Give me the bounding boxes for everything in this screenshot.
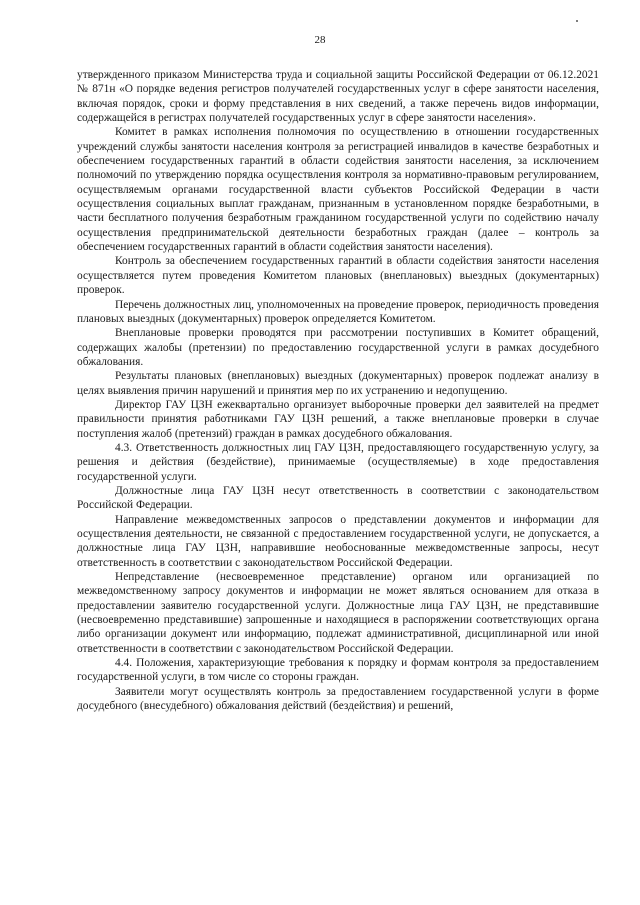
scan-dot-mark [576,20,578,22]
paragraph: Направление межведомственных запросов о представлении документов и информации для осуществления деятельности, не связанной с предоставлением государственной услуги, не допускается, а должностные лица ГАУ ЦЗН, направившие необоснованные межведомственные запросы, несут ответственность в соответствии с законодательством Российской Федерации. [77,513,599,569]
paragraph: Непредставление (несвоевременное представление) органом или организацией по межведомственному запросу документов и информации не может являться основанием для отказа в предоставлении заявителю государственной услуги. Должностные лица ГАУ ЦЗН, не представившие (несвоевременно представившие) запрошенные и находящиеся в распоряжении соответствующих органа либо организации документ или информацию, подлежат административной, дисциплинарной или иной ответственности в соответствии с законодательством Российской Федерации. [77,571,599,655]
paragraph: Внеплановые проверки проводятся при рассмотрении поступивших в Комитет обращений, содержащих жалобы (претензии) по предоставлению государственной услуги в рамках досудебного обжалования. [77,327,599,368]
paragraph: Перечень должностных лиц, уполномоченных на проведение проверок, периодичность проведения плановых выездных (документарных) проверок определяется Комитетом. [77,298,599,325]
page-number: 28 [314,34,326,46]
paragraph: Должностные лица ГАУ ЦЗН несут ответственность в соответствии с законодательством Российской Федерации. [77,484,599,512]
document-body [77,68,599,713]
paragraph: Директор ГАУ ЦЗН ежеквартально организует выборочные проверки дел заявителей на предмет правильности принятия работниками ГАУ ЦЗН решений, а также внеплановые проверки в случае поступления жалоб (претензий) граждан в рамках досудебного обжалования. [77,398,599,440]
paragraph: Результаты плановых (внеплановых) выездных (документарных) проверок подлежат анализу в целях выявления причин нарушений и принятия мер по их устранению и недопущению. [77,370,599,397]
paragraph: Заявители могут осуществлять контроль за предоставлением государственной услуги в форме досудебного (внесудебного) обжалования действий (бездействия) и решений, [77,685,599,713]
paragraph: 4.3. Ответственность должностных лиц ГАУ ЦЗН, предоставляющего государственную услугу, за решения и действия (бездействие), принимаемые (осуществляемые) в ходе предоставления государственной услуги. [77,441,599,483]
paragraph: Контроль за обеспечением государственных гарантий в области содействия занятости населения осуществляется путем проведения Комитетом плановых (внеплановых) выездных (документарных) проверок. [77,255,599,297]
paragraph: 4.4. Положения, характеризующие требования к порядку и формам контроля за предоставлением государственной услуги, в том числе со стороны граждан. [77,657,599,684]
paragraph: Комитет в рамках исполнения полномочия по осуществлению в отношении государственных учреждений службы занятости населения контроля за регистрацией инвалидов в качестве безработных и обеспечением государственных гарантий в области содействия занятости населения, за исключением полномочий по утверждению порядка осуществления контроля за нормативно-правовым регулированием, осуществляемым органами государственной власти субъектов Российской Федерации в части осуществления социальных выплат гражданам, признанным в установленном порядке безработными, в части бесплатного получения безработным гражданином государственной услуги по содействию началу осуществления предпринимательской деятельности безработных граждан (далее – контроль за обеспечением государственных гарантий в области содействия занятости населения). [77,126,599,254]
paragraph: утвержденного приказом Министерства труда и социальной защиты Российской Федерации от 06.12.2021 № 871н «О порядке ведения регистров получателей государственных услуг в сфере занятости населения, включая порядок, сроки и форму представления в них сведений, а также перечень видов информации, содержащейся в регистрах получателей государственных услуг в сфере занятости населения». [77,69,599,125]
